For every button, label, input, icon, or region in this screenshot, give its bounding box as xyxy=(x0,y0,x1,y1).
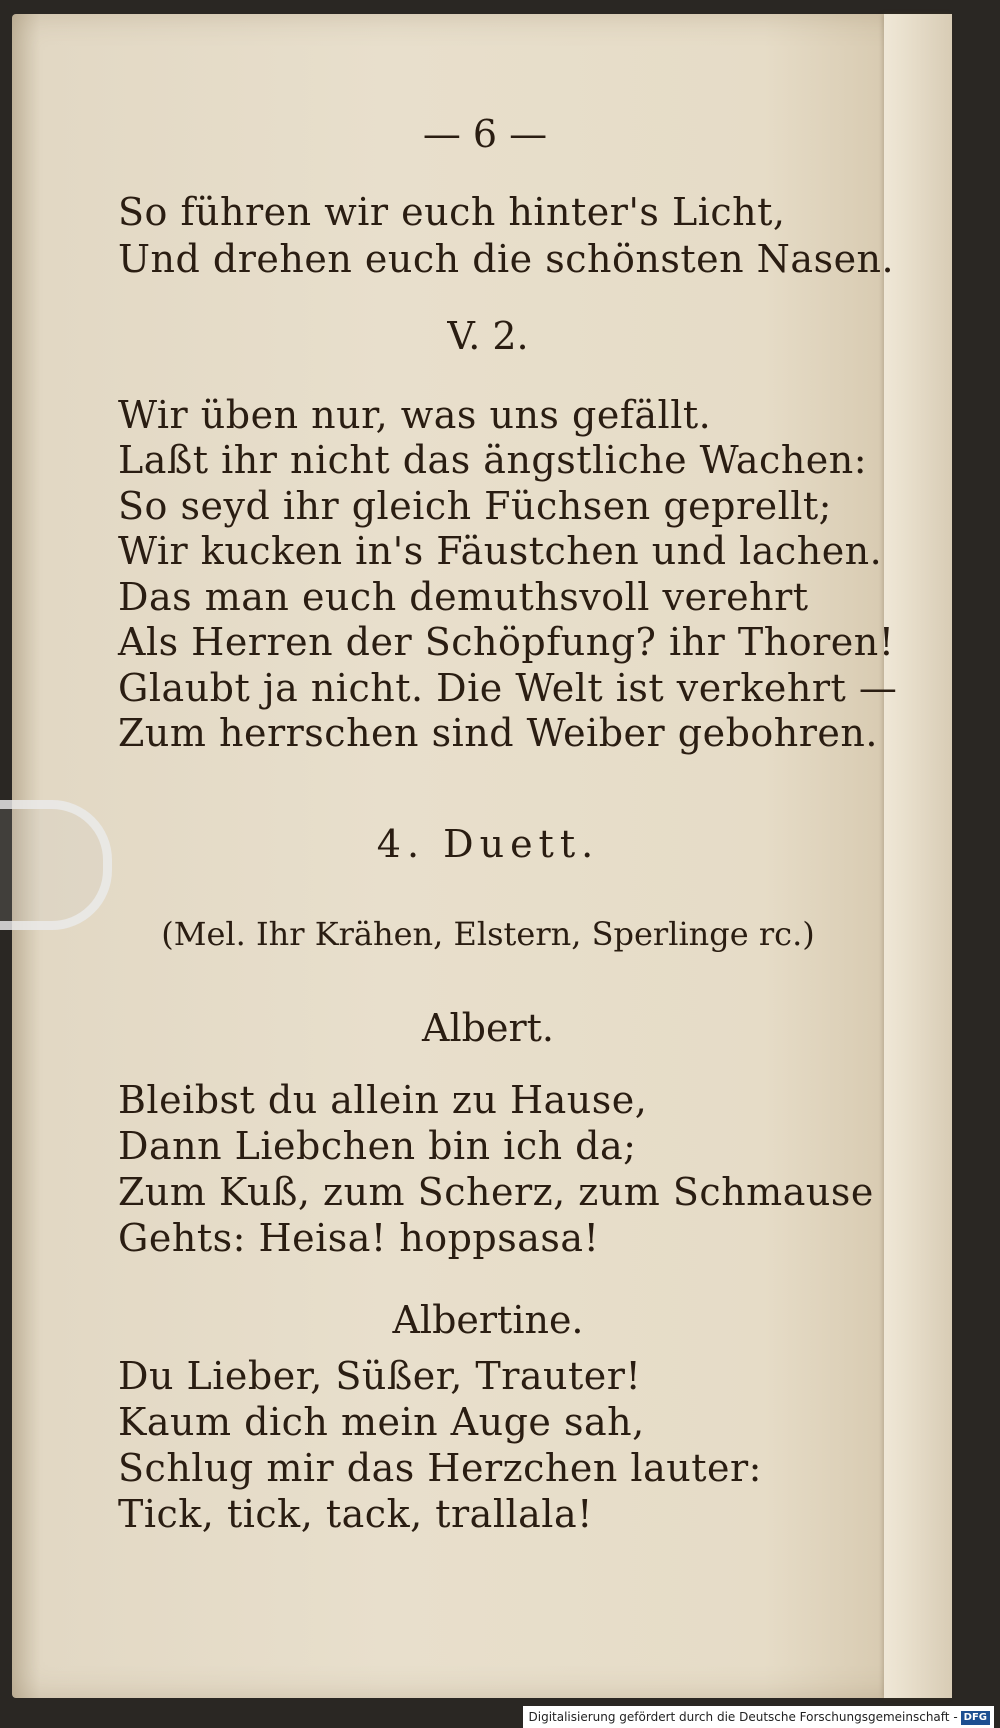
text-line: Zum herrschen sind Weiber gebohren. xyxy=(118,711,878,755)
text-line: Glaubt ja nicht. Die Welt ist verkehrt — xyxy=(118,666,898,710)
text-line: Als Herren der Schöpfung? ihr Thoren! xyxy=(118,620,895,664)
text-line: Kaum dich mein Auge sah, xyxy=(118,1400,645,1444)
melody-note: (Mel. Ihr Krähen, Elstern, Sperlinge rc.) xyxy=(161,915,815,953)
text-line: Du Lieber, Süßer, Trauter! xyxy=(118,1354,642,1398)
text-line: Gehts: Heisa! hoppsasa! xyxy=(118,1216,600,1260)
text-line: Das man euch demuthsvoll verehrt xyxy=(118,575,809,619)
verse-heading: V. 2. xyxy=(447,314,529,358)
paper-clip xyxy=(0,800,112,930)
funding-credit xyxy=(523,1706,995,1728)
section-title: 4. Duett. xyxy=(376,822,600,866)
text-line: Zum Kuß, zum Scherz, zum Schmause xyxy=(118,1170,874,1214)
speaker-name: Albert. xyxy=(422,1006,554,1050)
page-fold-edge xyxy=(884,14,952,1698)
text-line: So führen wir euch hinter's Licht, xyxy=(118,190,786,234)
text-line: So seyd ihr gleich Füchsen geprellt; xyxy=(118,484,832,528)
text-line: Tick, tick, tack, trallala! xyxy=(118,1492,593,1536)
text-line: Schlug mir das Herzchen lauter: xyxy=(118,1446,762,1490)
dfg-logo: DFG xyxy=(961,1711,990,1725)
credit-text: Digitalisierung gefördert durch die Deutsche Forschungsgemeinschaft - xyxy=(528,1710,958,1724)
speaker-name: Albertine. xyxy=(392,1298,584,1342)
text-line: Bleibst du allein zu Hause, xyxy=(118,1078,648,1122)
text-line: Und drehen euch die schönsten Nasen. xyxy=(118,237,895,281)
page-number: — 6 — xyxy=(422,112,548,156)
text-line: Laßt ihr nicht das ängstliche Wachen: xyxy=(118,438,868,482)
text-line: Wir üben nur, was uns gefällt. xyxy=(118,393,712,437)
text-line: Wir kucken in's Fäustchen und lachen. xyxy=(118,529,883,573)
text-line: Dann Liebchen bin ich da; xyxy=(118,1124,637,1168)
